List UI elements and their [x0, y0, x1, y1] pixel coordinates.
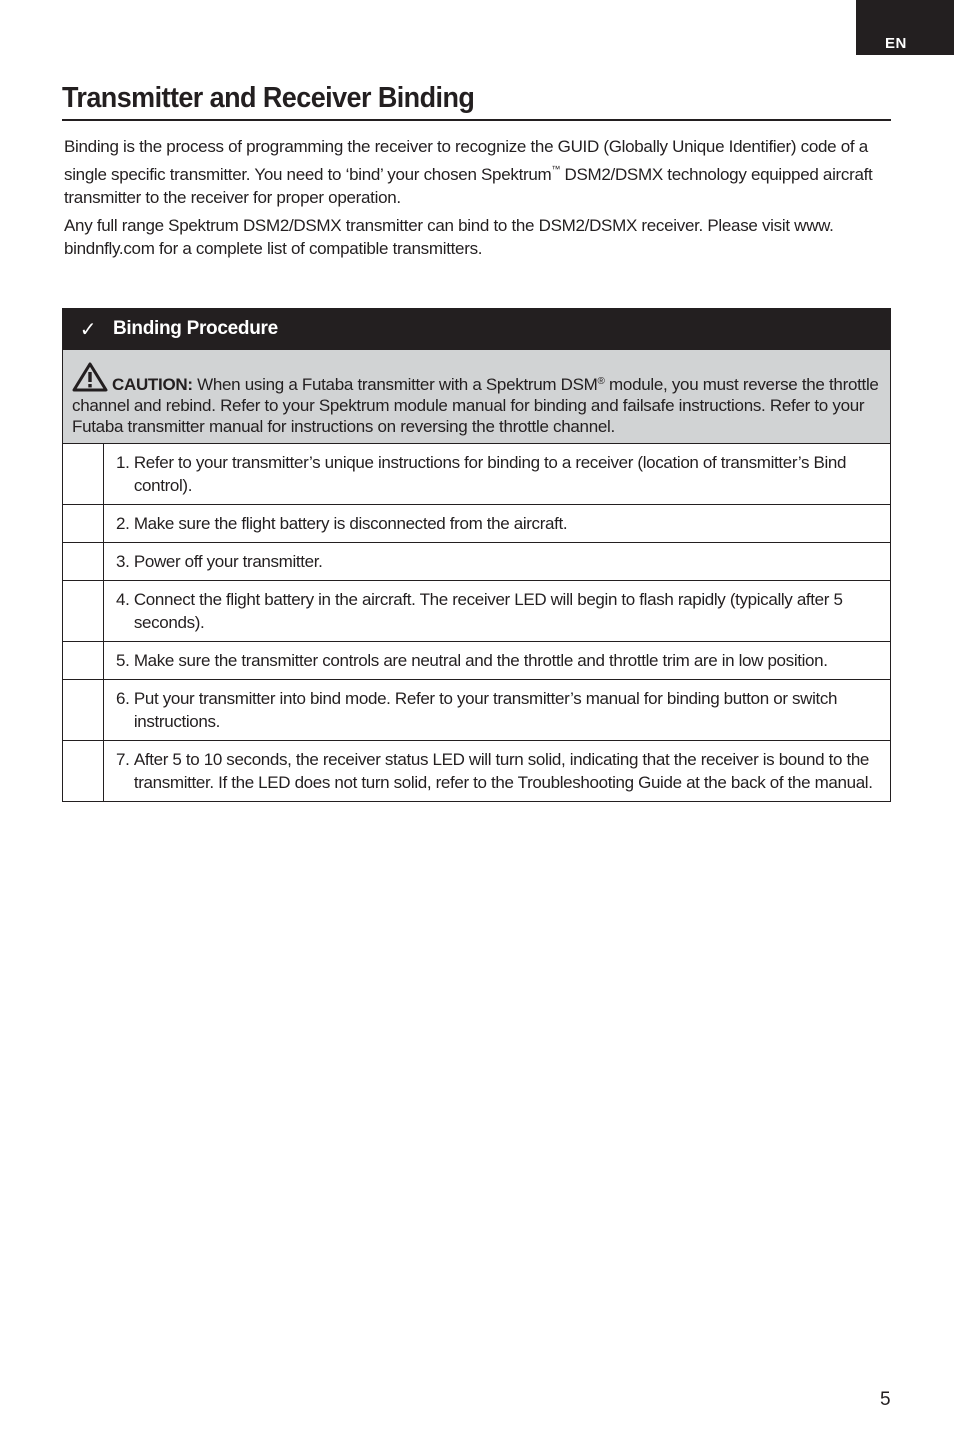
- caution-text-b: module, you must reverse the throttle channel and rebind. Refer to your Spektrum module manual for binding and failsafe instructions. Refer to your Futaba transmitter manual for instructions on reversing the throttle channel.: [72, 375, 879, 436]
- step-text: Make sure the transmitter controls are neutral and the throttle and throttle trim are in low position.: [133, 651, 828, 670]
- step-checkbox-cell: [63, 543, 104, 580]
- step-checkbox-cell: [63, 581, 104, 641]
- step-number: 7.: [116, 750, 134, 769]
- steps-list: [63, 443, 890, 801]
- step-text: Make sure the flight battery is disconnected from the aircraft.: [133, 514, 568, 533]
- step-text: Put your transmitter into bind mode. Refer to your transmitter’s manual for binding button or switch instructions.: [133, 689, 838, 731]
- step-checkbox-cell: [63, 741, 104, 801]
- checkmark-icon: ✓: [79, 318, 97, 341]
- intro-paragraph-2: Any full range Spektrum DSM2/DSMX transmitter can bind to the DSM2/DSMX receiver. Please visit www. bindnfly.com for a complete list of compatible transmitters.: [64, 216, 834, 258]
- procedure-step-row: [63, 641, 890, 679]
- procedure-header: [63, 309, 890, 349]
- step-text-cell: [104, 680, 890, 740]
- step-number: 5.: [116, 651, 134, 670]
- step-number: 4.: [116, 590, 134, 609]
- step-text: Power off your transmitter.: [133, 552, 323, 571]
- step-checkbox-cell: [63, 642, 104, 679]
- step-text-cell: [104, 543, 333, 580]
- caution-box: [63, 349, 890, 443]
- procedure-step-row: [63, 504, 890, 542]
- procedure-step-row: [63, 542, 890, 580]
- title-rule: [62, 119, 891, 121]
- intro-text-b: DSM2/DSMX technology equipped aircraft transmitter to the receiver for proper operation.: [64, 165, 873, 207]
- step-text-cell: [104, 505, 577, 542]
- step-text-cell: [104, 581, 890, 641]
- registered-symbol: ®: [597, 376, 605, 387]
- procedure-step-row: [63, 443, 890, 504]
- caution-label: CAUTION:: [112, 375, 193, 394]
- step-text-cell: [104, 741, 890, 801]
- intro-text-a: Binding is the process of programming the receiver to recognize the GUID (Globally Unique Identifier) code of a single specific transmitter. You need to ‘bind’ your chosen Spektrum: [64, 137, 868, 184]
- step-number: 6.: [116, 689, 134, 708]
- page-number: 5: [880, 1389, 891, 1410]
- language-tab: EN: [856, 0, 954, 55]
- step-text: Connect the flight battery in the aircraft. The receiver LED will begin to flash rapidly (typically after 5 seconds).: [133, 590, 843, 632]
- step-number: 2.: [116, 514, 134, 533]
- step-checkbox-cell: [63, 444, 104, 504]
- step-checkbox-cell: [63, 680, 104, 740]
- step-text: After 5 to 10 seconds, the receiver status LED will turn solid, indicating that the receiver is bound to the transmitter. If the LED does not turn solid, refer to the Troubleshooting Guide at the back of the manual.: [133, 750, 873, 792]
- step-text: Refer to your transmitter’s unique instructions for binding to a receiver (location of transmitter’s Bind control).: [133, 453, 847, 495]
- procedure-step-row: [63, 580, 890, 641]
- caution-text-a: When using a Futaba transmitter with a Spektrum DSM: [192, 375, 598, 394]
- intro-paragraph-1: [64, 135, 874, 209]
- step-text-cell: [104, 444, 890, 504]
- step-text-cell: [104, 642, 838, 679]
- procedure-step-row: [63, 740, 890, 801]
- trademark-symbol: ™: [551, 164, 561, 174]
- warning-triangle-icon: [72, 362, 108, 392]
- procedure-step-row: [63, 679, 890, 740]
- step-number: 3.: [116, 552, 134, 571]
- procedure-title: Binding Procedure: [113, 318, 278, 339]
- step-number: 1.: [116, 453, 134, 472]
- binding-procedure-table: [62, 308, 891, 802]
- page-title: Transmitter and Receiver Binding: [62, 82, 475, 114]
- step-checkbox-cell: [63, 505, 104, 542]
